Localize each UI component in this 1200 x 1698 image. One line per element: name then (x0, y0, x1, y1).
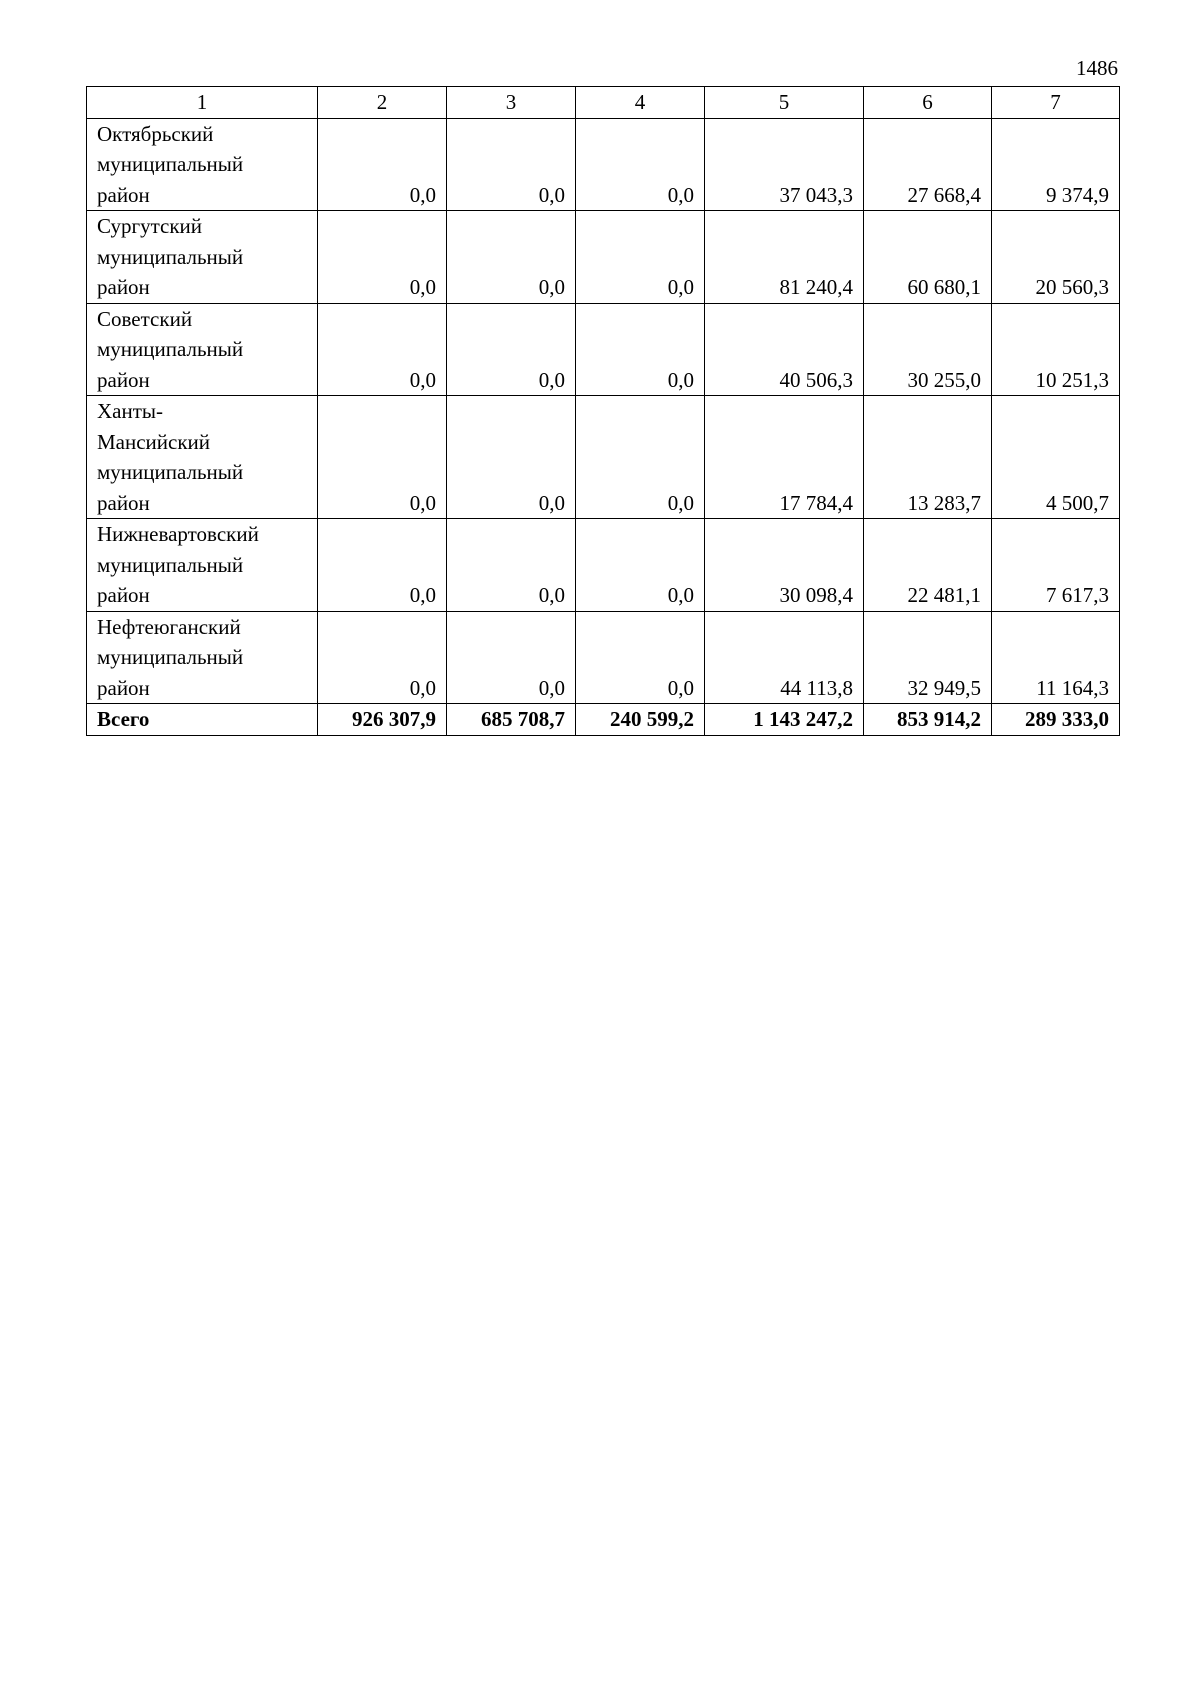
column-header: 2 (318, 87, 447, 119)
column-header: 1 (87, 87, 318, 119)
column-header: 6 (864, 87, 992, 119)
column-header: 7 (992, 87, 1120, 119)
table-row (87, 211, 1120, 304)
value-cell: 0,0 (447, 211, 576, 304)
data-table (86, 86, 1120, 736)
value-cell: 9 374,9 (992, 118, 1120, 211)
total-value-cell: 289 333,0 (992, 704, 1120, 736)
value-cell: 0,0 (447, 611, 576, 704)
table-row (87, 396, 1120, 519)
value-cell: 30 098,4 (705, 519, 864, 612)
total-value-cell: 926 307,9 (318, 704, 447, 736)
value-cell: 0,0 (576, 611, 705, 704)
value-cell: 27 668,4 (864, 118, 992, 211)
value-cell: 0,0 (576, 211, 705, 304)
value-cell: 0,0 (447, 519, 576, 612)
value-cell: 0,0 (576, 519, 705, 612)
column-header: 5 (705, 87, 864, 119)
value-cell: 0,0 (576, 303, 705, 396)
value-cell: 0,0 (447, 118, 576, 211)
total-value-cell: 853 914,2 (864, 704, 992, 736)
value-cell: 20 560,3 (992, 211, 1120, 304)
district-name-cell: Октябрьский муниципальный район (87, 118, 318, 211)
value-cell: 40 506,3 (705, 303, 864, 396)
table-row (87, 611, 1120, 704)
value-cell: 7 617,3 (992, 519, 1120, 612)
total-value-cell: 685 708,7 (447, 704, 576, 736)
value-cell: 60 680,1 (864, 211, 992, 304)
column-header: 4 (576, 87, 705, 119)
district-name-cell: Нефтеюганский муниципальный район (87, 611, 318, 704)
value-cell: 32 949,5 (864, 611, 992, 704)
value-cell: 0,0 (318, 396, 447, 519)
value-cell: 11 164,3 (992, 611, 1120, 704)
total-row (87, 704, 1120, 736)
table-row (87, 519, 1120, 612)
value-cell: 0,0 (318, 303, 447, 396)
value-cell: 0,0 (318, 611, 447, 704)
value-cell: 0,0 (576, 396, 705, 519)
page-number: 1486 (1076, 56, 1118, 80)
value-cell: 0,0 (318, 519, 447, 612)
header-row (87, 87, 1120, 119)
value-cell: 0,0 (318, 211, 447, 304)
value-cell: 81 240,4 (705, 211, 864, 304)
value-cell: 0,0 (576, 118, 705, 211)
total-label-cell: Всего (87, 704, 318, 736)
value-cell: 4 500,7 (992, 396, 1120, 519)
value-cell: 13 283,7 (864, 396, 992, 519)
value-cell: 37 043,3 (705, 118, 864, 211)
value-cell: 10 251,3 (992, 303, 1120, 396)
value-cell: 0,0 (447, 396, 576, 519)
district-name-cell: Ханты- Мансийский муниципальный район (87, 396, 318, 519)
column-header: 3 (447, 87, 576, 119)
value-cell: 0,0 (318, 118, 447, 211)
value-cell: 44 113,8 (705, 611, 864, 704)
table-row (87, 118, 1120, 211)
district-name-cell: Советский муниципальный район (87, 303, 318, 396)
total-value-cell: 240 599,2 (576, 704, 705, 736)
value-cell: 30 255,0 (864, 303, 992, 396)
district-name-cell: Нижневартовский муниципальный район (87, 519, 318, 612)
value-cell: 0,0 (447, 303, 576, 396)
table-row (87, 303, 1120, 396)
value-cell: 22 481,1 (864, 519, 992, 612)
district-name-cell: Сургутский муниципальный район (87, 211, 318, 304)
value-cell: 17 784,4 (705, 396, 864, 519)
total-value-cell: 1 143 247,2 (705, 704, 864, 736)
